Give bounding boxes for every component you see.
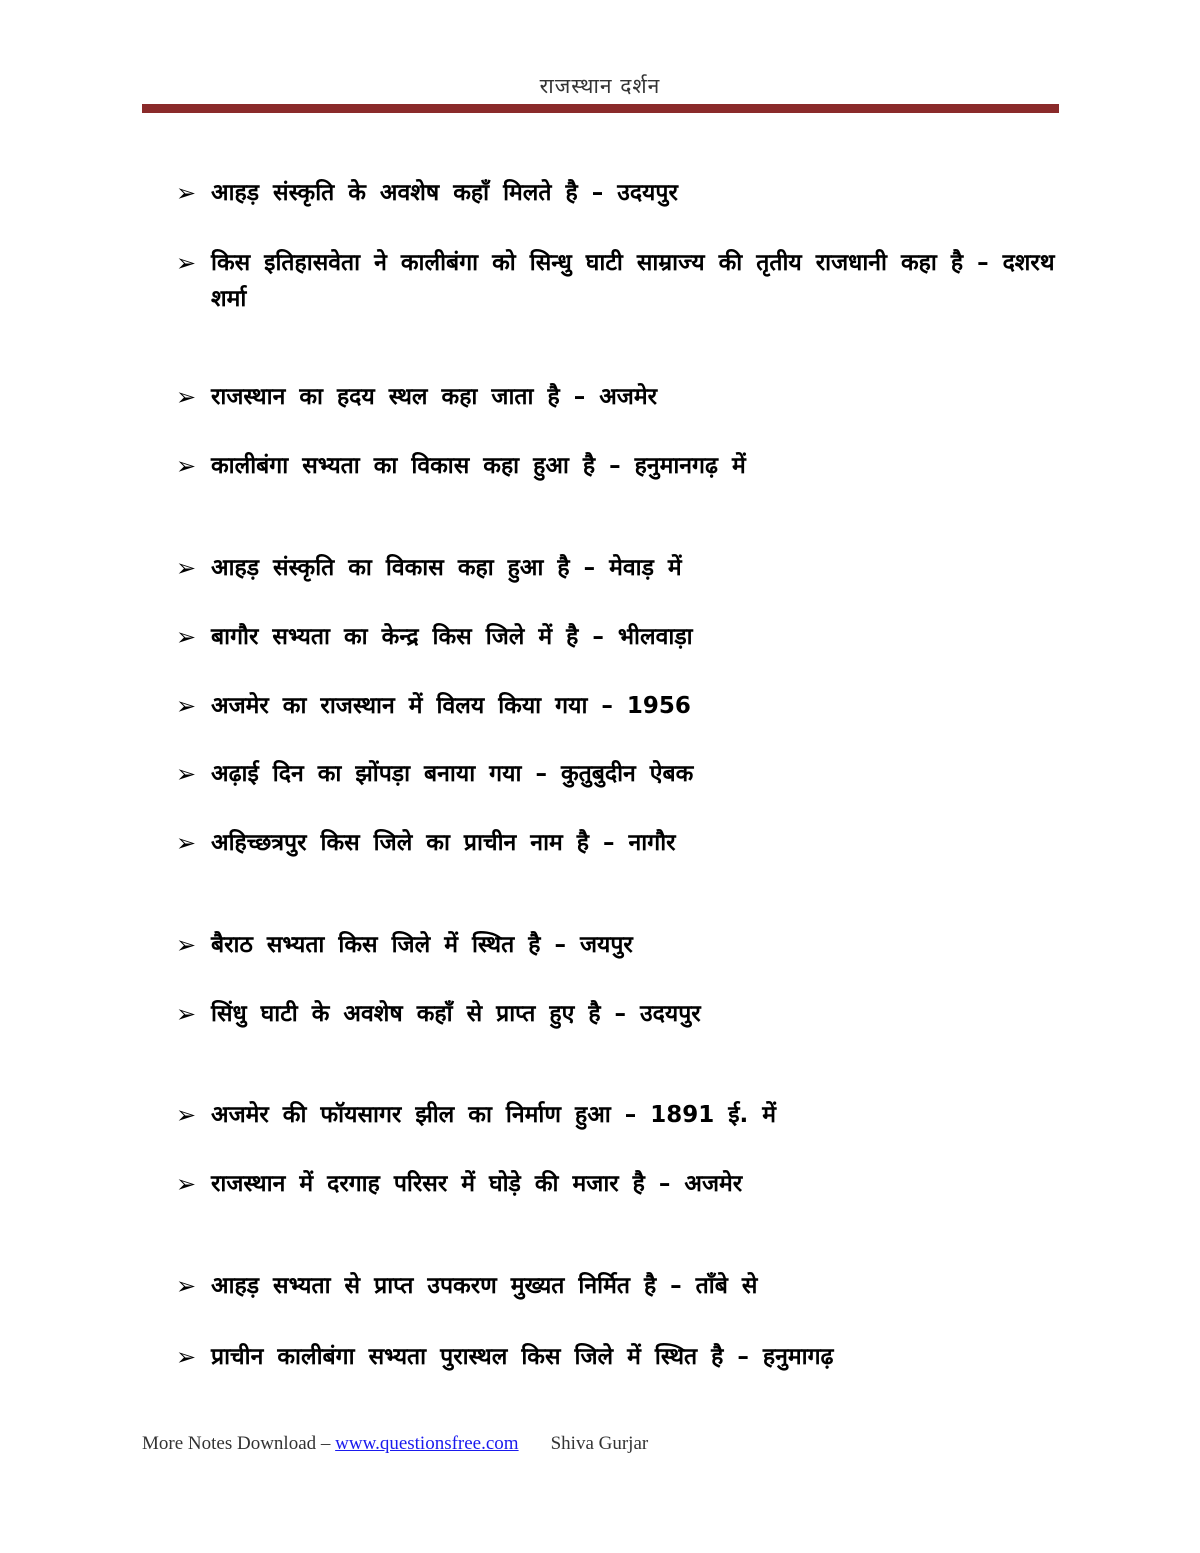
list-item-text: अजमेर की फॉयसागर झील का निर्माण हुआ – 1891 ई. में bbox=[211, 1102, 777, 1128]
arrow-bullet-icon: ➢ bbox=[176, 452, 197, 480]
list-item bbox=[176, 1097, 1056, 1133]
list-item bbox=[176, 1339, 1056, 1375]
list-item bbox=[176, 927, 1056, 963]
list-item-text: अढ़ाई दिन का झोंपड़ा बनाया गया – कुतुबुदीन ऐबक bbox=[211, 761, 694, 787]
website-link[interactable]: www.questionsfree.com bbox=[335, 1433, 519, 1454]
arrow-bullet-icon: ➢ bbox=[176, 931, 197, 959]
arrow-bullet-icon: ➢ bbox=[176, 179, 197, 207]
page-title: राजस्थान दर्शन bbox=[539, 74, 661, 98]
list-item bbox=[176, 619, 1056, 655]
list-item bbox=[176, 448, 1056, 484]
list-item-text: सिंधु घाटी के अवशेष कहाँ से प्राप्त हुए है – उदयपुर bbox=[211, 1001, 701, 1027]
arrow-bullet-icon: ➢ bbox=[176, 1101, 197, 1129]
list-item-text: आहड़ संस्कृति के अवशेष कहाँ मिलते है – उदयपुर bbox=[211, 180, 678, 206]
list-item-text: अहिच्छत्रपुर किस जिले का प्राचीन नाम है – नागौर bbox=[211, 830, 676, 856]
author-name: Shiva Gurjar bbox=[550, 1433, 649, 1454]
list-item-text: कालीबंगा सभ्यता का विकास कहा हुआ है – हनुमानगढ़ में bbox=[211, 453, 746, 479]
list-item bbox=[176, 996, 1056, 1032]
list-item-text: आहड़ सभ्यता से प्राप्त उपकरण मुख्यत निर्मित है – ताँबे से bbox=[211, 1273, 758, 1299]
list-item bbox=[176, 175, 1056, 211]
arrow-bullet-icon: ➢ bbox=[176, 760, 197, 788]
list-item-text: राजस्थान में दरगाह परिसर में घोड़े की मजार है – अजमेर bbox=[211, 1171, 743, 1197]
arrow-bullet-icon: ➢ bbox=[176, 623, 197, 651]
arrow-bullet-icon: ➢ bbox=[176, 249, 197, 277]
list-item-text: किस इतिहासवेता ने कालीबंगा को सिन्धु घाटी साम्राज्य की तृतीय राजधानी कहा है – दशरथ शर्मा bbox=[211, 250, 1055, 312]
arrow-bullet-icon: ➢ bbox=[176, 383, 197, 411]
arrow-bullet-icon: ➢ bbox=[176, 1343, 197, 1371]
list-item-text: बागौर सभ्यता का केन्द्र किस जिले में है – भीलवाड़ा bbox=[211, 624, 693, 650]
list-item-text: अजमेर का राजस्थान में विलय किया गया – 1956 bbox=[211, 693, 691, 719]
arrow-bullet-icon: ➢ bbox=[176, 554, 197, 582]
arrow-bullet-icon: ➢ bbox=[176, 1272, 197, 1300]
list-item-text: बैराठ सभ्यता किस जिले में स्थित है – जयपुर bbox=[211, 932, 633, 958]
header-divider bbox=[142, 104, 1059, 113]
arrow-bullet-icon: ➢ bbox=[176, 692, 197, 720]
list-item-text: राजस्थान का हदय स्थल कहा जाता है – अजमेर bbox=[211, 384, 657, 410]
list-item bbox=[176, 756, 1056, 792]
arrow-bullet-icon: ➢ bbox=[176, 829, 197, 857]
list-item bbox=[176, 688, 1056, 724]
arrow-bullet-icon: ➢ bbox=[176, 1000, 197, 1028]
list-item-text: आहड़ संस्कृति का विकास कहा हुआ है – मेवाड़ में bbox=[211, 555, 682, 581]
list-item bbox=[176, 825, 1056, 861]
list-item bbox=[176, 1166, 1056, 1202]
list-item bbox=[176, 550, 1056, 586]
list-item bbox=[176, 245, 1056, 317]
page-footer bbox=[142, 1433, 648, 1455]
list-item bbox=[176, 379, 1056, 415]
list-item bbox=[176, 1268, 1056, 1304]
arrow-bullet-icon: ➢ bbox=[176, 1170, 197, 1198]
list-item-text: प्राचीन कालीबंगा सभ्यता पुरास्थल किस जिले में स्थित है – हनुमागढ़ bbox=[211, 1344, 834, 1370]
footer-prefix: More Notes Download – bbox=[142, 1433, 336, 1454]
